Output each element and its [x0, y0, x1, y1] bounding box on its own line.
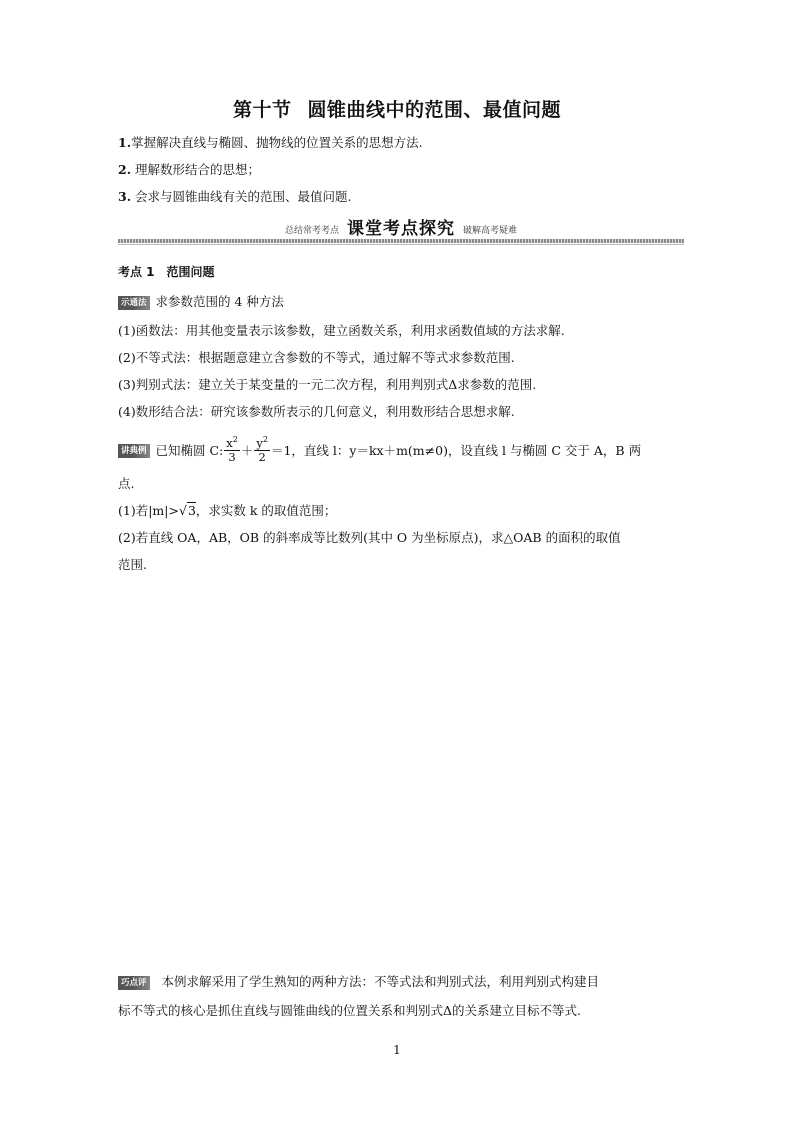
method-title: 求参数范围的 4 种方法: [155, 294, 284, 309]
banner-rule: [118, 239, 684, 243]
banner-left-text: 总结常考考点: [284, 226, 339, 236]
banner-title: 课堂考点探究: [347, 219, 455, 239]
sqrt-symbol: √: [178, 503, 187, 518]
objective-text: 掌握解决直线与椭圆、抛物线的位置关系的思想方法.: [131, 135, 423, 150]
method-tag-label: 示通法: [118, 296, 150, 310]
title-topic: 圆锥曲线中的范围、最值问题: [307, 99, 562, 121]
banner-rule-thin: [118, 244, 684, 245]
title-section-number: 第十节: [232, 99, 292, 121]
section-banner: [118, 218, 684, 248]
sqrt-radicand: 3: [187, 503, 196, 518]
question-2-line-1: (2)若直线 OA，AB，OB 的斜率成等比数列(其中 O 为坐标原点)，求△OAB 的面积的取值: [118, 530, 621, 545]
objective-text: 理解数形结合的思想；: [131, 162, 261, 177]
banner-right-text: 破解高考疑难: [463, 226, 518, 236]
example-lead: 已知椭圆 C:: [155, 442, 224, 458]
objective-1: [118, 133, 423, 153]
comment-tag-label: 巧点评: [118, 976, 150, 990]
objective-number: 1.: [118, 135, 132, 150]
fraction-x2-over-3: $\frac{x^2}{3}$: [226, 435, 238, 464]
objective-3: [118, 187, 352, 207]
example-text: ＝1，直线 l：y＝kx＋m(m≠0)，设直线 l 与椭圆 C 交于 A，B 两: [270, 442, 642, 458]
fraction-y2-over-2: $\frac{y^2}{2}$: [256, 435, 268, 464]
method-item: (2)不等式法：根据题意建立含参数的不等式，通过解不等式求参数范围.: [118, 350, 515, 365]
comment-text: 本例求解采用了学生熟知的两种方法：不等式法和判别式法，利用判别式构建目: [161, 974, 600, 989]
method-item: (1)函数法：用其他变量表示该参数，建立函数关系，利用求函数值域的方法求解.: [118, 323, 565, 338]
method-intro: [118, 292, 284, 312]
example-statement: 讲典例 已知椭圆 C: $\frac{x^2}{3}$ ＋ $\frac{y^2}{2}$ ＝1，直线 l：y＝kx＋m(m≠0)，设直线 l 与椭圆 C 交于 A，B 两: [118, 437, 641, 464]
question-1: (1)若|m|>√3，求实数 k 的取值范围；: [118, 503, 337, 518]
method-item: (3)判别式法：建立关于某变量的一元二次方程，利用判别式Δ求参数的范围.: [118, 377, 537, 392]
section-heading: 考点 1 范围问题: [118, 265, 215, 279]
comment-line-2: 标不等式的核心是抓住直线与圆锥曲线的位置关系和判别式Δ的关系建立目标不等式.: [118, 1003, 582, 1018]
method-item: (4)数形结合法：研究该参数所表示的几何意义，利用数形结合思想求解.: [118, 404, 515, 419]
page-number: 1: [393, 1043, 401, 1057]
comment-line-1: [118, 972, 599, 992]
objective-number: 3.: [118, 189, 132, 204]
objective-text: 会求与圆锥曲线有关的范围、最值问题.: [131, 189, 352, 204]
objective-2: [118, 160, 260, 180]
objective-number: 2.: [118, 162, 132, 177]
example-continuation: 点.: [118, 476, 135, 491]
question-2-line-2: 范围.: [118, 557, 147, 572]
example-tag-label: 讲典例: [118, 444, 150, 458]
page-title: [0, 95, 794, 122]
